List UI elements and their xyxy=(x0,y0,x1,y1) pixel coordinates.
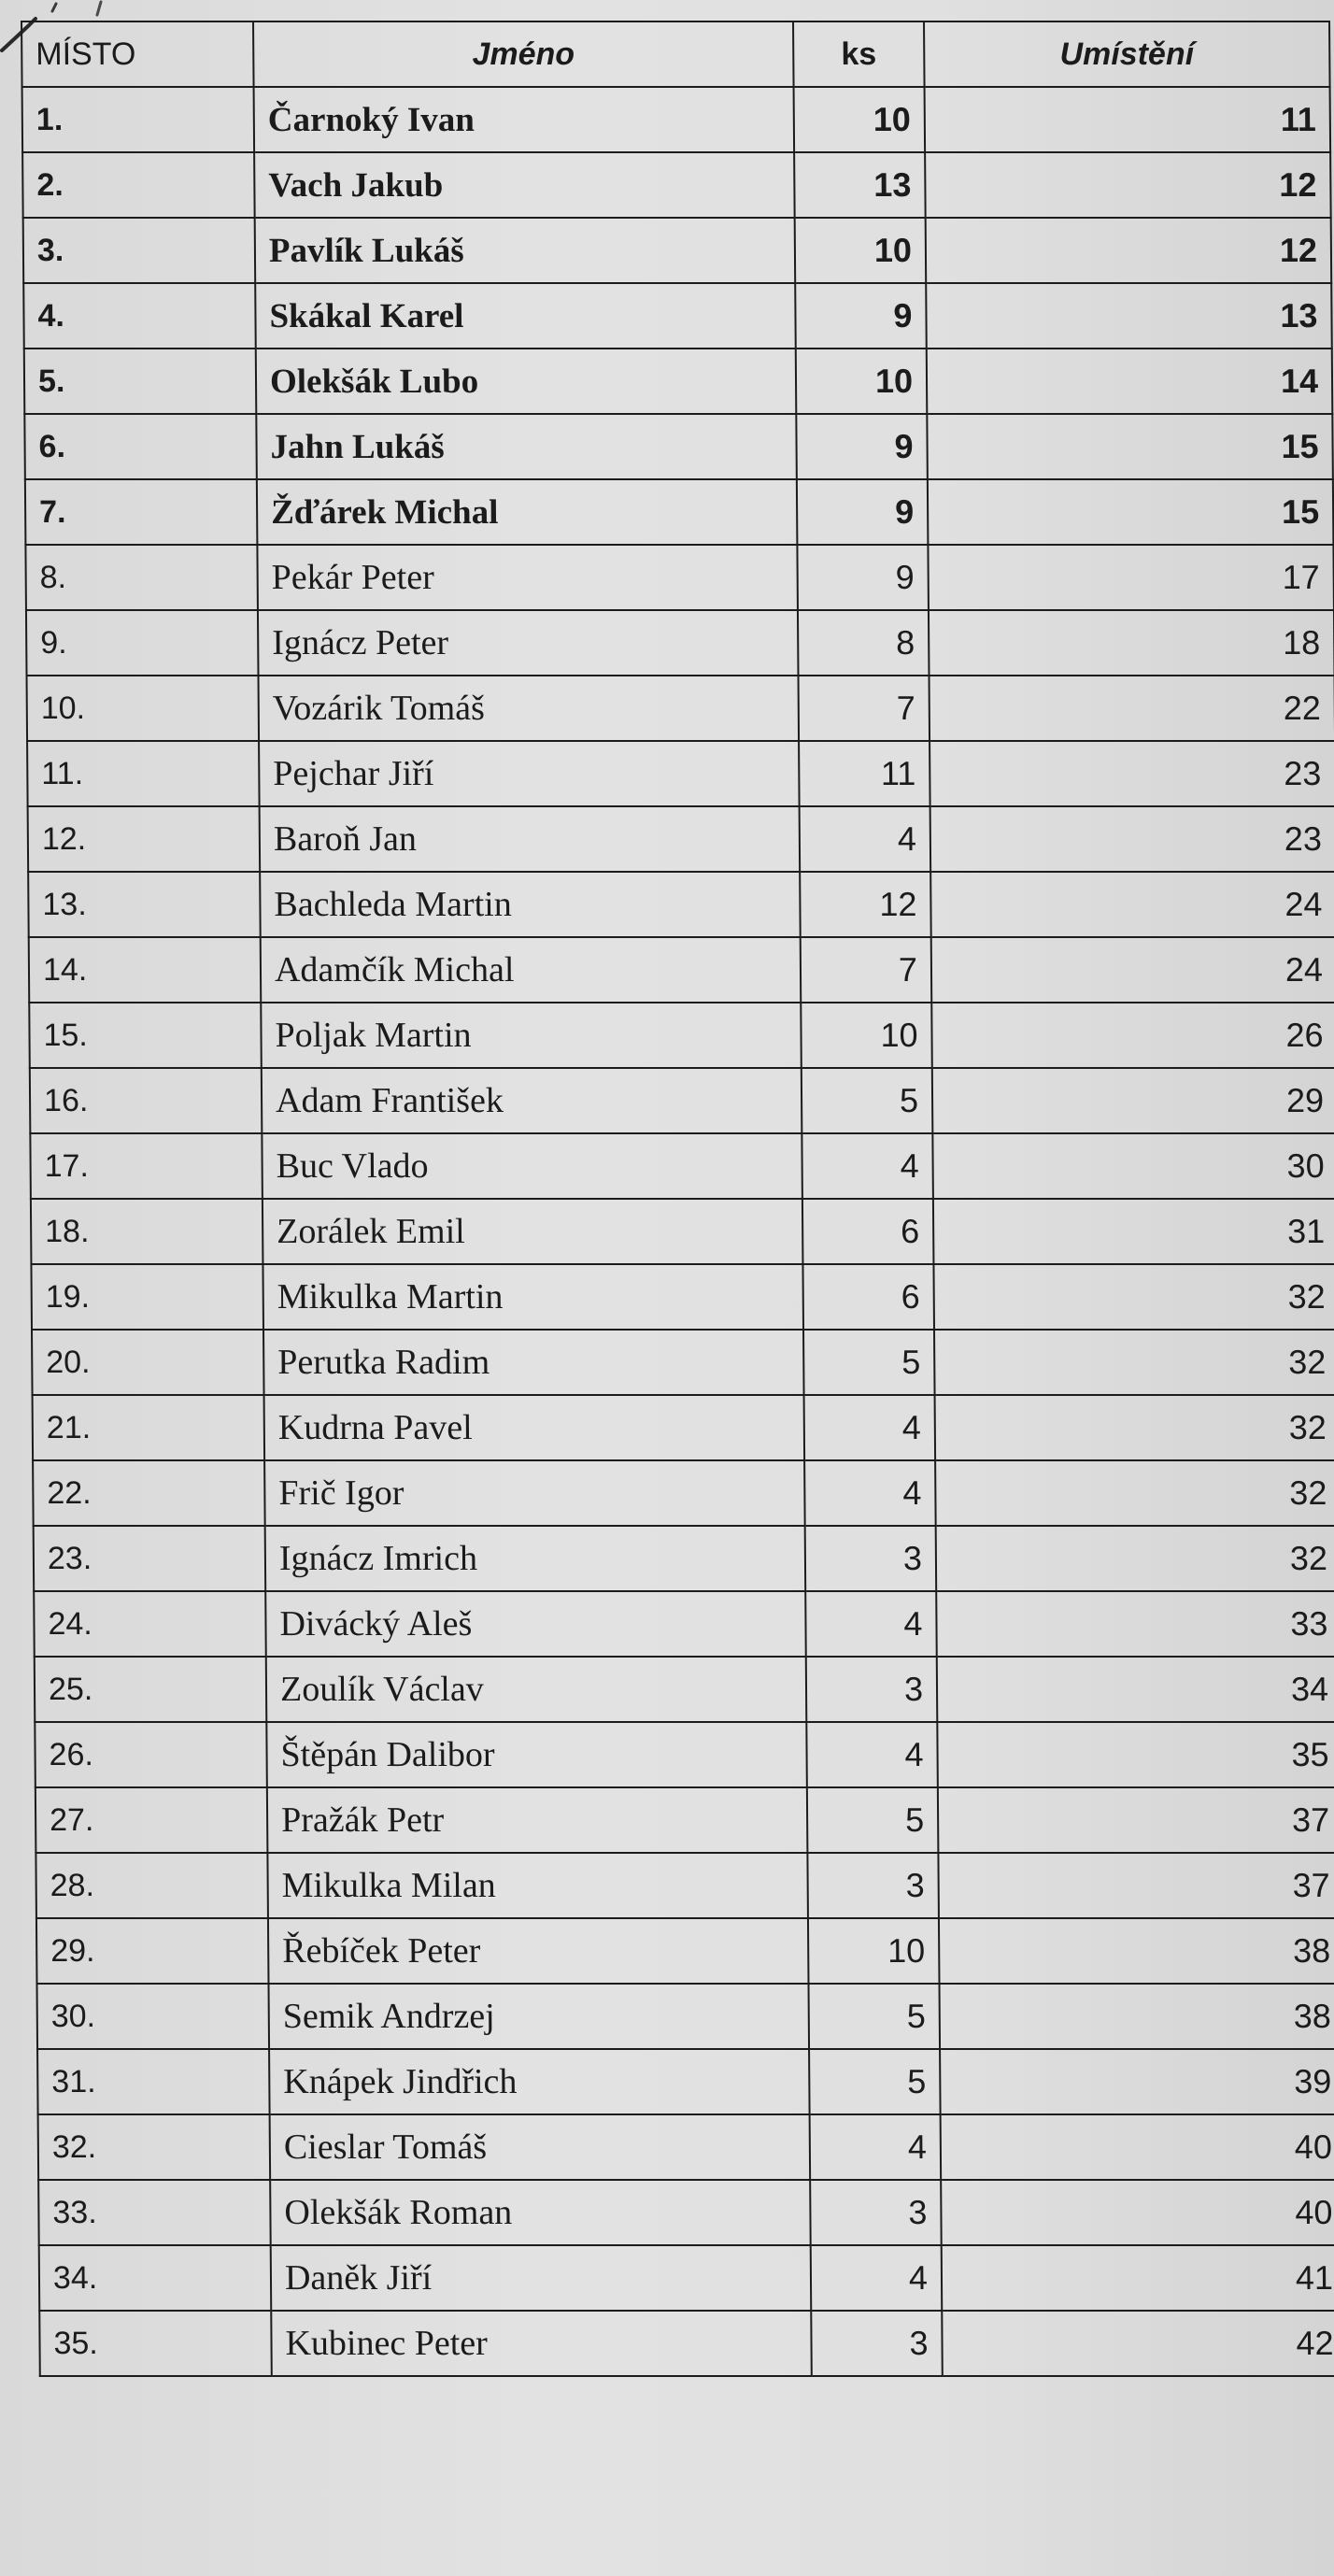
cell-place: 25. xyxy=(35,1657,267,1722)
cell-name: Mikulka Martin xyxy=(263,1264,803,1330)
cell-ks: 5 xyxy=(807,1787,939,1853)
table-row xyxy=(28,872,1334,937)
cell-position: 22 xyxy=(930,676,1334,741)
cell-ks: 10 xyxy=(794,87,926,152)
cell-name: Pavlík Lukáš xyxy=(255,218,796,283)
cell-name: Olekšák Roman xyxy=(270,2180,811,2245)
cell-position: 33 xyxy=(936,1591,1334,1657)
cell-name: Štěpán Dalibor xyxy=(266,1722,807,1787)
cell-name: Pražák Petr xyxy=(267,1787,808,1853)
cell-ks: 13 xyxy=(794,152,926,218)
cell-position: 12 xyxy=(926,218,1332,283)
table-row xyxy=(22,87,1331,152)
header-position: Umístění xyxy=(924,21,1330,87)
cell-ks: 5 xyxy=(809,2049,941,2114)
cell-position: 15 xyxy=(928,479,1334,545)
table-row xyxy=(22,152,1331,218)
table-row xyxy=(36,1918,1334,1984)
cell-name: Pekár Peter xyxy=(257,545,798,610)
cell-position: 32 xyxy=(936,1526,1334,1591)
cell-ks: 3 xyxy=(811,2311,943,2376)
cell-position: 34 xyxy=(937,1657,1334,1722)
cell-ks: 9 xyxy=(796,414,928,479)
cell-position: 29 xyxy=(932,1068,1334,1133)
table-row xyxy=(35,1722,1334,1787)
cell-ks: 4 xyxy=(810,2114,942,2180)
cell-position: 18 xyxy=(929,610,1334,676)
cell-place: 3. xyxy=(23,218,256,283)
table-row xyxy=(35,1787,1334,1853)
cell-position: 12 xyxy=(925,152,1331,218)
cell-place: 5. xyxy=(24,349,257,414)
cell-ks: 5 xyxy=(802,1068,933,1133)
cell-place: 35. xyxy=(39,2311,272,2376)
cell-position: 40 xyxy=(941,2180,1334,2245)
cell-position: 40 xyxy=(941,2114,1334,2180)
cell-name: Baroň Jan xyxy=(260,806,801,872)
cell-place: 16. xyxy=(30,1068,263,1133)
table-row xyxy=(39,2311,1334,2376)
cell-place: 28. xyxy=(35,1853,268,1918)
cell-place: 8. xyxy=(25,545,258,610)
table-row xyxy=(31,1199,1334,1264)
cell-ks: 11 xyxy=(799,741,930,806)
table-row xyxy=(31,1264,1334,1330)
table-row xyxy=(28,806,1334,872)
cell-position: 23 xyxy=(930,741,1334,806)
table-row xyxy=(29,937,1334,1003)
cell-name: Knápek Jindřich xyxy=(269,2049,810,2114)
cell-position: 32 xyxy=(934,1330,1334,1395)
cell-place: 26. xyxy=(35,1722,267,1787)
cell-ks: 6 xyxy=(802,1199,934,1264)
cell-ks: 4 xyxy=(804,1460,936,1526)
cell-ks: 4 xyxy=(805,1591,937,1657)
cell-name: Vach Jakub xyxy=(254,152,795,218)
cell-place: 34. xyxy=(39,2245,272,2311)
cell-ks: 5 xyxy=(809,1984,941,2049)
cell-name: Bachleda Martin xyxy=(260,872,801,937)
cell-name: Skákal Karel xyxy=(255,283,796,349)
cell-place: 2. xyxy=(22,152,255,218)
cell-place: 22. xyxy=(33,1460,265,1526)
table-row xyxy=(38,2114,1334,2180)
table-row xyxy=(33,1395,1334,1460)
cell-position: 38 xyxy=(940,1984,1334,2049)
cell-place: 12. xyxy=(28,806,261,872)
cell-place: 30. xyxy=(37,1984,270,2049)
table-row xyxy=(25,479,1334,545)
results-body xyxy=(22,87,1334,2376)
table-row xyxy=(25,545,1334,610)
table-row xyxy=(29,1003,1334,1068)
table-row xyxy=(38,2180,1334,2245)
cell-ks: 6 xyxy=(802,1264,934,1330)
cell-place: 20. xyxy=(32,1330,264,1395)
cell-position: 24 xyxy=(931,937,1334,1003)
cell-name: Řebíček Peter xyxy=(268,1918,809,1984)
cell-position: 42 xyxy=(942,2311,1334,2376)
cell-ks: 10 xyxy=(808,1918,940,1984)
cell-position: 13 xyxy=(926,283,1332,349)
cell-name: Buc Vlado xyxy=(262,1133,802,1199)
cell-ks: 9 xyxy=(795,283,927,349)
cell-position: 14 xyxy=(927,349,1333,414)
results-table xyxy=(21,21,1334,2377)
table-row xyxy=(26,610,1334,676)
table-row xyxy=(37,1984,1334,2049)
cell-position: 17 xyxy=(928,545,1334,610)
table-row xyxy=(30,1068,1334,1133)
table-row xyxy=(32,1330,1334,1395)
cell-name: Zoulík Václav xyxy=(266,1657,807,1722)
cell-place: 11. xyxy=(27,741,260,806)
cell-ks: 3 xyxy=(805,1526,937,1591)
cell-ks: 10 xyxy=(796,349,928,414)
cell-place: 32. xyxy=(38,2114,271,2180)
cell-position: 32 xyxy=(935,1460,1334,1526)
cell-place: 9. xyxy=(26,610,259,676)
cell-place: 27. xyxy=(35,1787,268,1853)
cell-ks: 7 xyxy=(801,937,932,1003)
cell-place: 10. xyxy=(27,676,260,741)
cell-place: 31. xyxy=(37,2049,270,2114)
cell-position: 37 xyxy=(938,1787,1334,1853)
cell-position: 39 xyxy=(940,2049,1334,2114)
cell-position: 35 xyxy=(937,1722,1334,1787)
cell-ks: 4 xyxy=(802,1133,933,1199)
cell-place: 15. xyxy=(29,1003,262,1068)
cell-ks: 10 xyxy=(795,218,927,283)
cell-ks: 4 xyxy=(800,806,931,872)
cell-ks: 12 xyxy=(800,872,931,937)
cell-ks: 10 xyxy=(801,1003,932,1068)
table-row xyxy=(24,349,1333,414)
cell-position: 38 xyxy=(939,1918,1334,1984)
cell-name: Zorálek Emil xyxy=(263,1199,803,1264)
cell-position: 24 xyxy=(930,872,1334,937)
cell-position: 37 xyxy=(938,1853,1334,1918)
cell-name: Cieslar Tomáš xyxy=(270,2114,811,2180)
cell-place: 17. xyxy=(30,1133,263,1199)
cell-name: Daněk Jiří xyxy=(271,2245,812,2311)
cell-place: 21. xyxy=(33,1395,265,1460)
cell-ks: 9 xyxy=(797,545,929,610)
cell-place: 19. xyxy=(31,1264,263,1330)
cell-name: Adamčík Michal xyxy=(261,937,802,1003)
table-row xyxy=(39,2245,1334,2311)
cell-place: 13. xyxy=(28,872,261,937)
cell-name: Poljak Martin xyxy=(261,1003,802,1068)
cell-ks: 3 xyxy=(807,1853,939,1918)
cell-place: 1. xyxy=(22,87,255,152)
cell-place: 6. xyxy=(24,414,257,479)
cell-name: Olekšák Lubo xyxy=(256,349,797,414)
table-row xyxy=(23,218,1332,283)
table-row xyxy=(37,2049,1334,2114)
cell-name: Semik Andrzej xyxy=(269,1984,810,2049)
cell-name: Jahn Lukáš xyxy=(256,414,797,479)
cell-ks: 3 xyxy=(810,2180,942,2245)
table-row xyxy=(27,741,1334,806)
cell-name: Frič Igor xyxy=(264,1460,805,1526)
table-row xyxy=(34,1591,1334,1657)
cell-position: 32 xyxy=(935,1395,1334,1460)
cell-ks: 4 xyxy=(811,2245,943,2311)
table-row xyxy=(24,414,1333,479)
cell-place: 18. xyxy=(31,1199,263,1264)
cell-name: Čarnoký Ivan xyxy=(254,87,795,152)
cell-position: 11 xyxy=(925,87,1331,152)
cell-position: 26 xyxy=(931,1003,1334,1068)
cell-name: Ignácz Peter xyxy=(258,610,799,676)
table-row xyxy=(30,1133,1334,1199)
cell-place: 33. xyxy=(38,2180,271,2245)
table-row xyxy=(35,1853,1334,1918)
cell-position: 30 xyxy=(932,1133,1334,1199)
cell-name: Adam František xyxy=(262,1068,802,1133)
table-row xyxy=(34,1526,1334,1591)
cell-ks: 4 xyxy=(806,1722,938,1787)
cell-position: 41 xyxy=(942,2245,1334,2311)
cell-position: 32 xyxy=(933,1264,1334,1330)
cell-ks: 5 xyxy=(803,1330,935,1395)
cell-position: 15 xyxy=(927,414,1333,479)
cell-name: Perutka Radim xyxy=(263,1330,804,1395)
cell-name: Divácký Aleš xyxy=(265,1591,806,1657)
cell-ks: 7 xyxy=(799,676,930,741)
cell-name: Ignácz Imrich xyxy=(265,1526,806,1591)
table-row xyxy=(33,1460,1334,1526)
header-row xyxy=(21,21,1330,87)
cell-place: 24. xyxy=(34,1591,266,1657)
cell-place: 29. xyxy=(36,1918,269,1984)
cell-name: Pejchar Jiří xyxy=(259,741,800,806)
header-name: Jméno xyxy=(253,21,794,87)
cell-place: 7. xyxy=(25,479,258,545)
cell-place: 4. xyxy=(23,283,256,349)
table-row xyxy=(23,283,1332,349)
table-row xyxy=(35,1657,1334,1722)
cell-ks: 4 xyxy=(804,1395,936,1460)
cell-ks: 3 xyxy=(806,1657,938,1722)
cell-name: Kudrna Pavel xyxy=(264,1395,805,1460)
cell-name: Žďárek Michal xyxy=(257,479,798,545)
cell-ks: 8 xyxy=(798,610,930,676)
header-ks: ks xyxy=(793,21,925,87)
cell-name: Vozárik Tomáš xyxy=(259,676,800,741)
table-row xyxy=(27,676,1334,741)
cell-position: 23 xyxy=(930,806,1334,872)
cell-position: 31 xyxy=(933,1199,1334,1264)
cell-place: 14. xyxy=(29,937,262,1003)
cell-name: Mikulka Milan xyxy=(267,1853,808,1918)
cell-ks: 9 xyxy=(797,479,929,545)
cell-name: Kubinec Peter xyxy=(271,2311,812,2376)
header-place: MÍSTO xyxy=(21,21,254,87)
cell-place: 23. xyxy=(34,1526,266,1591)
